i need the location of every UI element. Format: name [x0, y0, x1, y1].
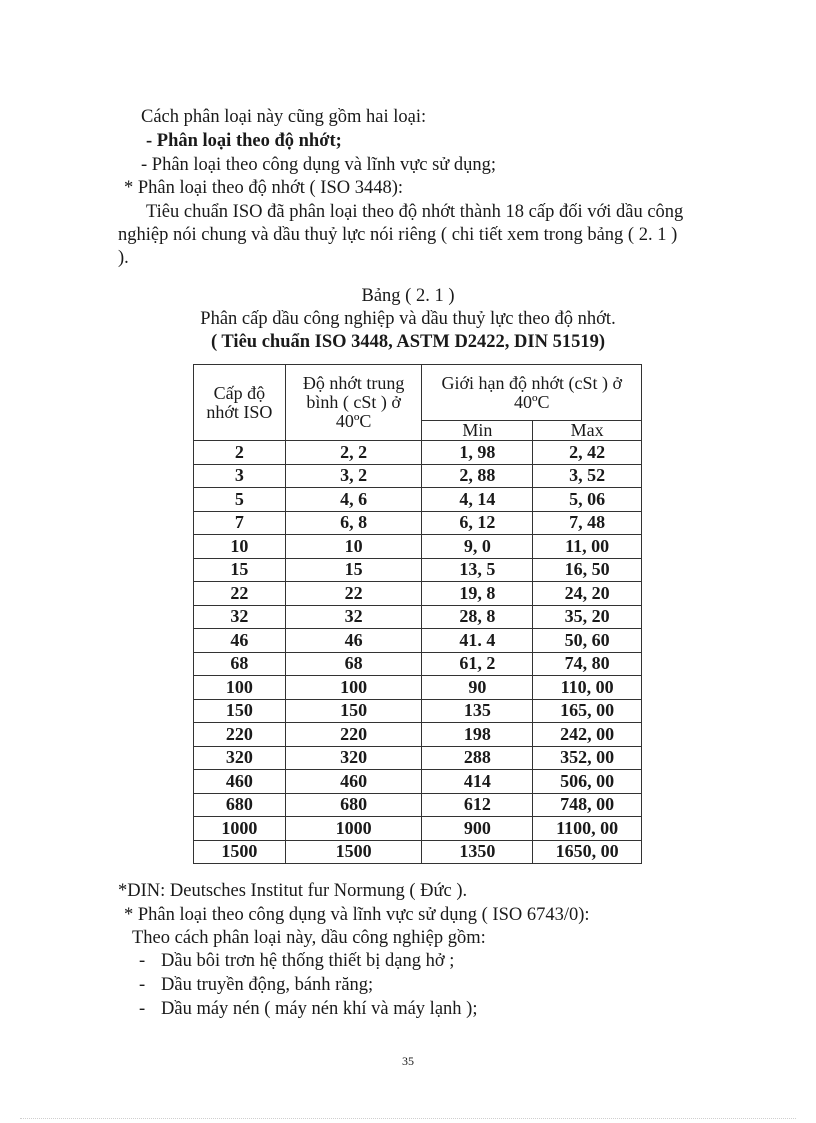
- cell-min: 4, 14: [422, 488, 533, 512]
- cell-min: 900: [422, 817, 533, 841]
- paragraph-line-1: Tiêu chuẩn ISO đã phân loại theo độ nhớt thành 18 cấp đối với dầu công: [146, 202, 684, 222]
- cell-min: 6, 12: [422, 511, 533, 535]
- cell-min: 288: [422, 746, 533, 770]
- cell-grade: 150: [194, 699, 286, 723]
- cell-grade: 3: [194, 464, 286, 488]
- cell-average: 68: [285, 652, 422, 676]
- cell-average: 220: [285, 723, 422, 747]
- intro-line-3: - Phân loại theo công dụng và lĩnh vực sử dụng;: [141, 155, 497, 175]
- table-caption: Bảng ( 2. 1 ): [361, 286, 455, 306]
- cell-average: 46: [285, 629, 422, 653]
- cell-average: 100: [285, 676, 422, 700]
- table-standards: ( Tiêu chuẩn ISO 3448, ASTM D2422, DIN 51519): [210, 332, 606, 352]
- cell-grade: 5: [194, 488, 286, 512]
- cell-average: 150: [285, 699, 422, 723]
- viscosity-heading: * Phân loại theo độ nhớt ( ISO 3448):: [124, 178, 404, 198]
- cell-min: 414: [422, 770, 533, 794]
- table-row: [194, 488, 642, 512]
- cell-grade: 7: [194, 511, 286, 535]
- table-row: [194, 558, 642, 582]
- cell-max: 16, 50: [533, 558, 642, 582]
- header-limit: Giới hạn độ nhớt (cSt ) ở 40ºC: [422, 365, 642, 421]
- usage-intro: Theo cách phân loại này, dầu công nghiệp gồm:: [132, 928, 486, 948]
- cell-grade: 460: [194, 770, 286, 794]
- intro-line-1: Cách phân loại này cũng gồm hai loại:: [141, 107, 427, 127]
- cell-average: 2, 2: [285, 441, 422, 465]
- intro-line-2: - Phân loại theo độ nhớt;: [146, 131, 342, 151]
- cell-grade: 10: [194, 535, 286, 559]
- cell-min: 90: [422, 676, 533, 700]
- table-row: [194, 746, 642, 770]
- cell-max: 35, 20: [533, 605, 642, 629]
- cell-min: 198: [422, 723, 533, 747]
- cell-average: 460: [285, 770, 422, 794]
- cell-average: 6, 8: [285, 511, 422, 535]
- cell-min: 19, 8: [422, 582, 533, 606]
- cell-min: 13, 5: [422, 558, 533, 582]
- list-item-2: Dầu truyền động, bánh răng;: [161, 975, 374, 995]
- header-max: Max: [533, 421, 642, 441]
- cell-max: 50, 60: [533, 629, 642, 653]
- table-row: [194, 770, 642, 794]
- cell-max: 506, 00: [533, 770, 642, 794]
- header-min: Min: [422, 421, 533, 441]
- cell-max: 3, 52: [533, 464, 642, 488]
- cell-grade: 1000: [194, 817, 286, 841]
- page-number: 35: [402, 1054, 414, 1068]
- table-row: [194, 793, 642, 817]
- cell-min: 61, 2: [422, 652, 533, 676]
- cell-grade: 22: [194, 582, 286, 606]
- cell-average: 320: [285, 746, 422, 770]
- cell-max: 74, 80: [533, 652, 642, 676]
- paragraph-line-2: nghiệp nói chung và dầu thuỷ lực nói riêng ( chi tiết xem trong bảng ( 2. 1 ): [118, 225, 678, 245]
- paragraph-line-3: ).: [118, 248, 129, 268]
- cell-min: 2, 88: [422, 464, 533, 488]
- table-title: Phân cấp dầu công nghiệp và dầu thuỷ lực theo độ nhớt.: [200, 309, 616, 329]
- cell-grade: 2: [194, 441, 286, 465]
- cell-max: 352, 00: [533, 746, 642, 770]
- footer-rule: [20, 1118, 796, 1119]
- cell-max: 748, 00: [533, 793, 642, 817]
- table-row: [194, 629, 642, 653]
- header-average: Độ nhớt trung bình ( cSt ) ở 40ºC: [285, 365, 422, 441]
- cell-min: 41. 4: [422, 629, 533, 653]
- table-row: [194, 582, 642, 606]
- table-row: [194, 817, 642, 841]
- table-row: [194, 441, 642, 465]
- cell-grade: 15: [194, 558, 286, 582]
- list-item-3: Dầu máy nén ( máy nén khí và máy lạnh );: [161, 999, 478, 1019]
- cell-min: 1, 98: [422, 441, 533, 465]
- cell-grade: 220: [194, 723, 286, 747]
- table-row: [194, 652, 642, 676]
- table-row: [194, 699, 642, 723]
- cell-max: 7, 48: [533, 511, 642, 535]
- list-dash-2: -: [139, 975, 146, 995]
- cell-max: 11, 00: [533, 535, 642, 559]
- cell-average: 4, 6: [285, 488, 422, 512]
- cell-max: 242, 00: [533, 723, 642, 747]
- table-row: [194, 723, 642, 747]
- cell-average: 1000: [285, 817, 422, 841]
- table-row: [194, 535, 642, 559]
- cell-min: 1350: [422, 840, 533, 864]
- cell-min: 28, 8: [422, 605, 533, 629]
- cell-grade: 1500: [194, 840, 286, 864]
- header-grade: Cấp độ nhớt ISO: [194, 365, 286, 441]
- cell-max: 1650, 00: [533, 840, 642, 864]
- cell-average: 1500: [285, 840, 422, 864]
- table-row: [194, 676, 642, 700]
- table-row: [194, 605, 642, 629]
- usage-heading: * Phân loại theo công dụng và lĩnh vực sử dụng ( ISO 6743/0):: [124, 905, 590, 925]
- cell-max: 2, 42: [533, 441, 642, 465]
- cell-min: 9, 0: [422, 535, 533, 559]
- cell-grade: 68: [194, 652, 286, 676]
- cell-average: 10: [285, 535, 422, 559]
- cell-max: 165, 00: [533, 699, 642, 723]
- cell-average: 22: [285, 582, 422, 606]
- cell-min: 135: [422, 699, 533, 723]
- cell-average: 32: [285, 605, 422, 629]
- cell-grade: 46: [194, 629, 286, 653]
- cell-grade: 100: [194, 676, 286, 700]
- list-item-1: Dầu bôi trơn hệ thống thiết bị dạng hở ;: [161, 951, 455, 971]
- din-note: *DIN: Deutsches Institut fur Normung ( Đức ).: [118, 881, 468, 901]
- list-dash-1: -: [139, 951, 146, 971]
- table-row: [194, 464, 642, 488]
- list-dash-3: -: [139, 999, 146, 1019]
- cell-average: 3, 2: [285, 464, 422, 488]
- table-row: [194, 511, 642, 535]
- cell-max: 24, 20: [533, 582, 642, 606]
- cell-grade: 680: [194, 793, 286, 817]
- cell-min: 612: [422, 793, 533, 817]
- cell-grade: 320: [194, 746, 286, 770]
- cell-max: 5, 06: [533, 488, 642, 512]
- cell-grade: 32: [194, 605, 286, 629]
- viscosity-table: [193, 364, 642, 864]
- cell-average: 15: [285, 558, 422, 582]
- table-row: [194, 840, 642, 864]
- cell-max: 110, 00: [533, 676, 642, 700]
- cell-max: 1100, 00: [533, 817, 642, 841]
- cell-average: 680: [285, 793, 422, 817]
